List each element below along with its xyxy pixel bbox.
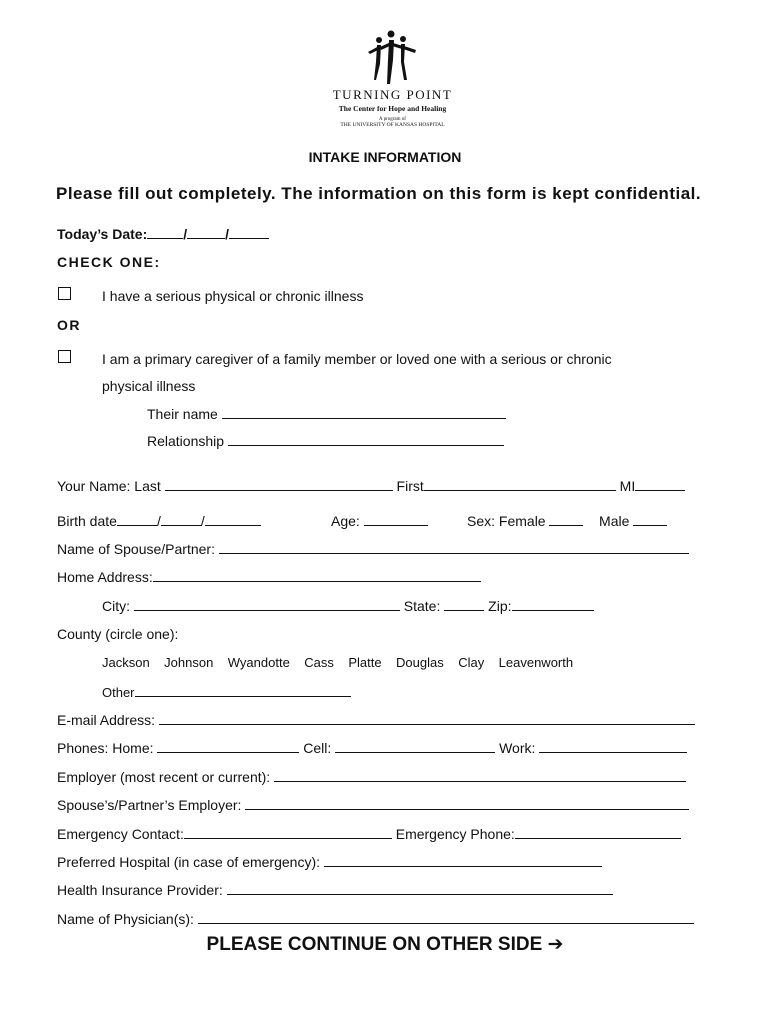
- emergency-contact-label: Emergency Contact:: [57, 826, 184, 842]
- spouse-label: Name of Spouse/Partner:: [57, 541, 215, 557]
- physician-row: [57, 910, 694, 927]
- county-platte[interactable]: Platte: [348, 655, 382, 670]
- their-name-field[interactable]: [222, 405, 506, 419]
- people-figures-icon: [365, 30, 420, 85]
- employer-label: Employer (most recent or current):: [57, 769, 271, 785]
- other-label: Other: [102, 685, 135, 700]
- preferred-hospital-field[interactable]: [324, 853, 602, 867]
- caregiver-option-label-line2: physical illness: [102, 378, 196, 394]
- turning-point-logo: [330, 30, 455, 135]
- state-field[interactable]: [444, 597, 484, 611]
- age-field[interactable]: [364, 512, 428, 526]
- todays-date-label: Today’s Date:: [57, 226, 148, 242]
- emergency-phone-field[interactable]: [515, 825, 681, 839]
- caregiver-option-label-line1: I am a primary caregiver of a family member or loved one with a serious or chronic: [102, 351, 612, 367]
- zip-label: Zip:: [488, 598, 512, 614]
- physician-field[interactable]: [198, 910, 694, 924]
- birth-day-field[interactable]: [161, 512, 201, 526]
- birth-year-field[interactable]: [205, 512, 261, 526]
- home-address-field[interactable]: [153, 568, 481, 582]
- preferred-hospital-label: Preferred Hospital (in case of emergency):: [57, 854, 320, 870]
- emergency-contact-field[interactable]: [184, 825, 392, 839]
- date-year-blank[interactable]: [229, 225, 269, 239]
- spouse-field[interactable]: [219, 540, 689, 554]
- email-field[interactable]: [159, 711, 695, 725]
- county-wyandotte[interactable]: Wyandotte: [227, 655, 290, 670]
- age-label: Age:: [331, 513, 360, 529]
- spouse-row: [57, 540, 689, 557]
- female-field[interactable]: [549, 512, 583, 526]
- home-address-label: Home Address:: [57, 569, 153, 585]
- county-label: County (circle one):: [57, 626, 179, 642]
- continue-note: [0, 933, 770, 956]
- work-phone-label: Work:: [499, 740, 536, 756]
- work-phone-field[interactable]: [539, 739, 687, 753]
- relationship-row: [147, 432, 504, 449]
- state-label: State:: [403, 598, 441, 614]
- birth-date-label: Birth date: [57, 513, 117, 529]
- physician-label: Name of Physician(s):: [57, 911, 194, 927]
- email-row: [57, 711, 695, 728]
- last-name-label: Your Name: Last: [57, 478, 161, 494]
- email-label: E-mail Address:: [57, 712, 156, 728]
- relationship-label: Relationship: [147, 433, 225, 449]
- city-field[interactable]: [134, 597, 400, 611]
- other-county-field[interactable]: [135, 683, 351, 697]
- birth-month-field[interactable]: [117, 512, 157, 526]
- birth-date-row: Birth date / /: [57, 512, 261, 529]
- spouse-employer-row: [57, 796, 689, 813]
- middle-initial-label: MI: [619, 478, 636, 494]
- county-cass[interactable]: Cass: [304, 655, 334, 670]
- todays-date-row: Today’s Date: / /: [57, 225, 269, 242]
- middle-initial-field[interactable]: [635, 477, 685, 491]
- zip-field[interactable]: [512, 597, 594, 611]
- logo-name: TURNING POINT: [332, 87, 453, 102]
- county-jackson[interactable]: Jackson: [102, 655, 150, 670]
- logo-university: THE UNIVERSITY OF KANSAS HOSPITAL: [340, 122, 445, 128]
- form-title: INTAKE INFORMATION: [308, 149, 462, 165]
- county-options: [102, 655, 573, 670]
- date-month-blank[interactable]: [147, 225, 183, 239]
- home-phone-field[interactable]: [157, 739, 299, 753]
- employer-field[interactable]: [274, 768, 686, 782]
- male-field[interactable]: [633, 512, 667, 526]
- emergency-phone-label: Emergency Phone:: [395, 826, 515, 842]
- county-clay[interactable]: Clay: [458, 655, 485, 670]
- first-name-field[interactable]: [424, 477, 616, 491]
- preferred-hospital-row: [57, 853, 602, 870]
- your-name-row: [57, 477, 685, 494]
- spouse-employer-label: Spouse’s/Partner’s Employer:: [57, 797, 242, 813]
- caregiver-checkbox[interactable]: [58, 350, 71, 363]
- sex-row: [467, 512, 667, 529]
- spouse-employer-field[interactable]: [245, 796, 689, 810]
- relationship-field[interactable]: [228, 432, 504, 446]
- emergency-row: [57, 825, 681, 842]
- check-one-label: CHECK ONE:: [57, 254, 161, 270]
- employer-row: [57, 768, 686, 785]
- continue-text: PLEASE CONTINUE ON OTHER SIDE: [206, 934, 543, 955]
- sex-female-label: Sex: Female: [467, 513, 546, 529]
- first-name-label: First: [396, 478, 424, 494]
- logo-subtitle: The Center for Hope and Healing: [338, 104, 447, 113]
- home-address-row: [57, 568, 481, 585]
- their-name-row: [147, 405, 506, 422]
- form-instructions: Please fill out completely. The information on this form is kept confidential.: [56, 184, 702, 203]
- insurance-label: Health Insurance Provider:: [57, 882, 223, 898]
- city-state-zip-row: [102, 597, 594, 614]
- other-county-row: [102, 683, 351, 700]
- illness-option-label: I have a serious physical or chronic illness: [102, 288, 364, 304]
- age-row: [331, 512, 428, 529]
- county-johnson[interactable]: Johnson: [164, 655, 214, 670]
- cell-phone-field[interactable]: [335, 739, 495, 753]
- insurance-row: [57, 881, 613, 898]
- home-phone-label: Phones: Home:: [57, 740, 154, 756]
- cell-phone-label: Cell:: [303, 740, 332, 756]
- county-leavenworth[interactable]: Leavenworth: [498, 655, 574, 670]
- insurance-field[interactable]: [227, 881, 613, 895]
- phones-row: [57, 739, 687, 756]
- their-name-label: Their name: [147, 406, 218, 422]
- illness-checkbox[interactable]: [58, 287, 71, 300]
- city-label: City:: [102, 598, 130, 614]
- last-name-field[interactable]: [165, 477, 393, 491]
- right-arrow-icon: ➔: [547, 933, 564, 955]
- or-label: OR: [57, 317, 81, 333]
- date-day-blank[interactable]: [187, 225, 225, 239]
- male-label: Male: [599, 513, 630, 529]
- logo-program-of: A program of: [379, 117, 406, 122]
- county-douglas[interactable]: Douglas: [396, 655, 444, 670]
